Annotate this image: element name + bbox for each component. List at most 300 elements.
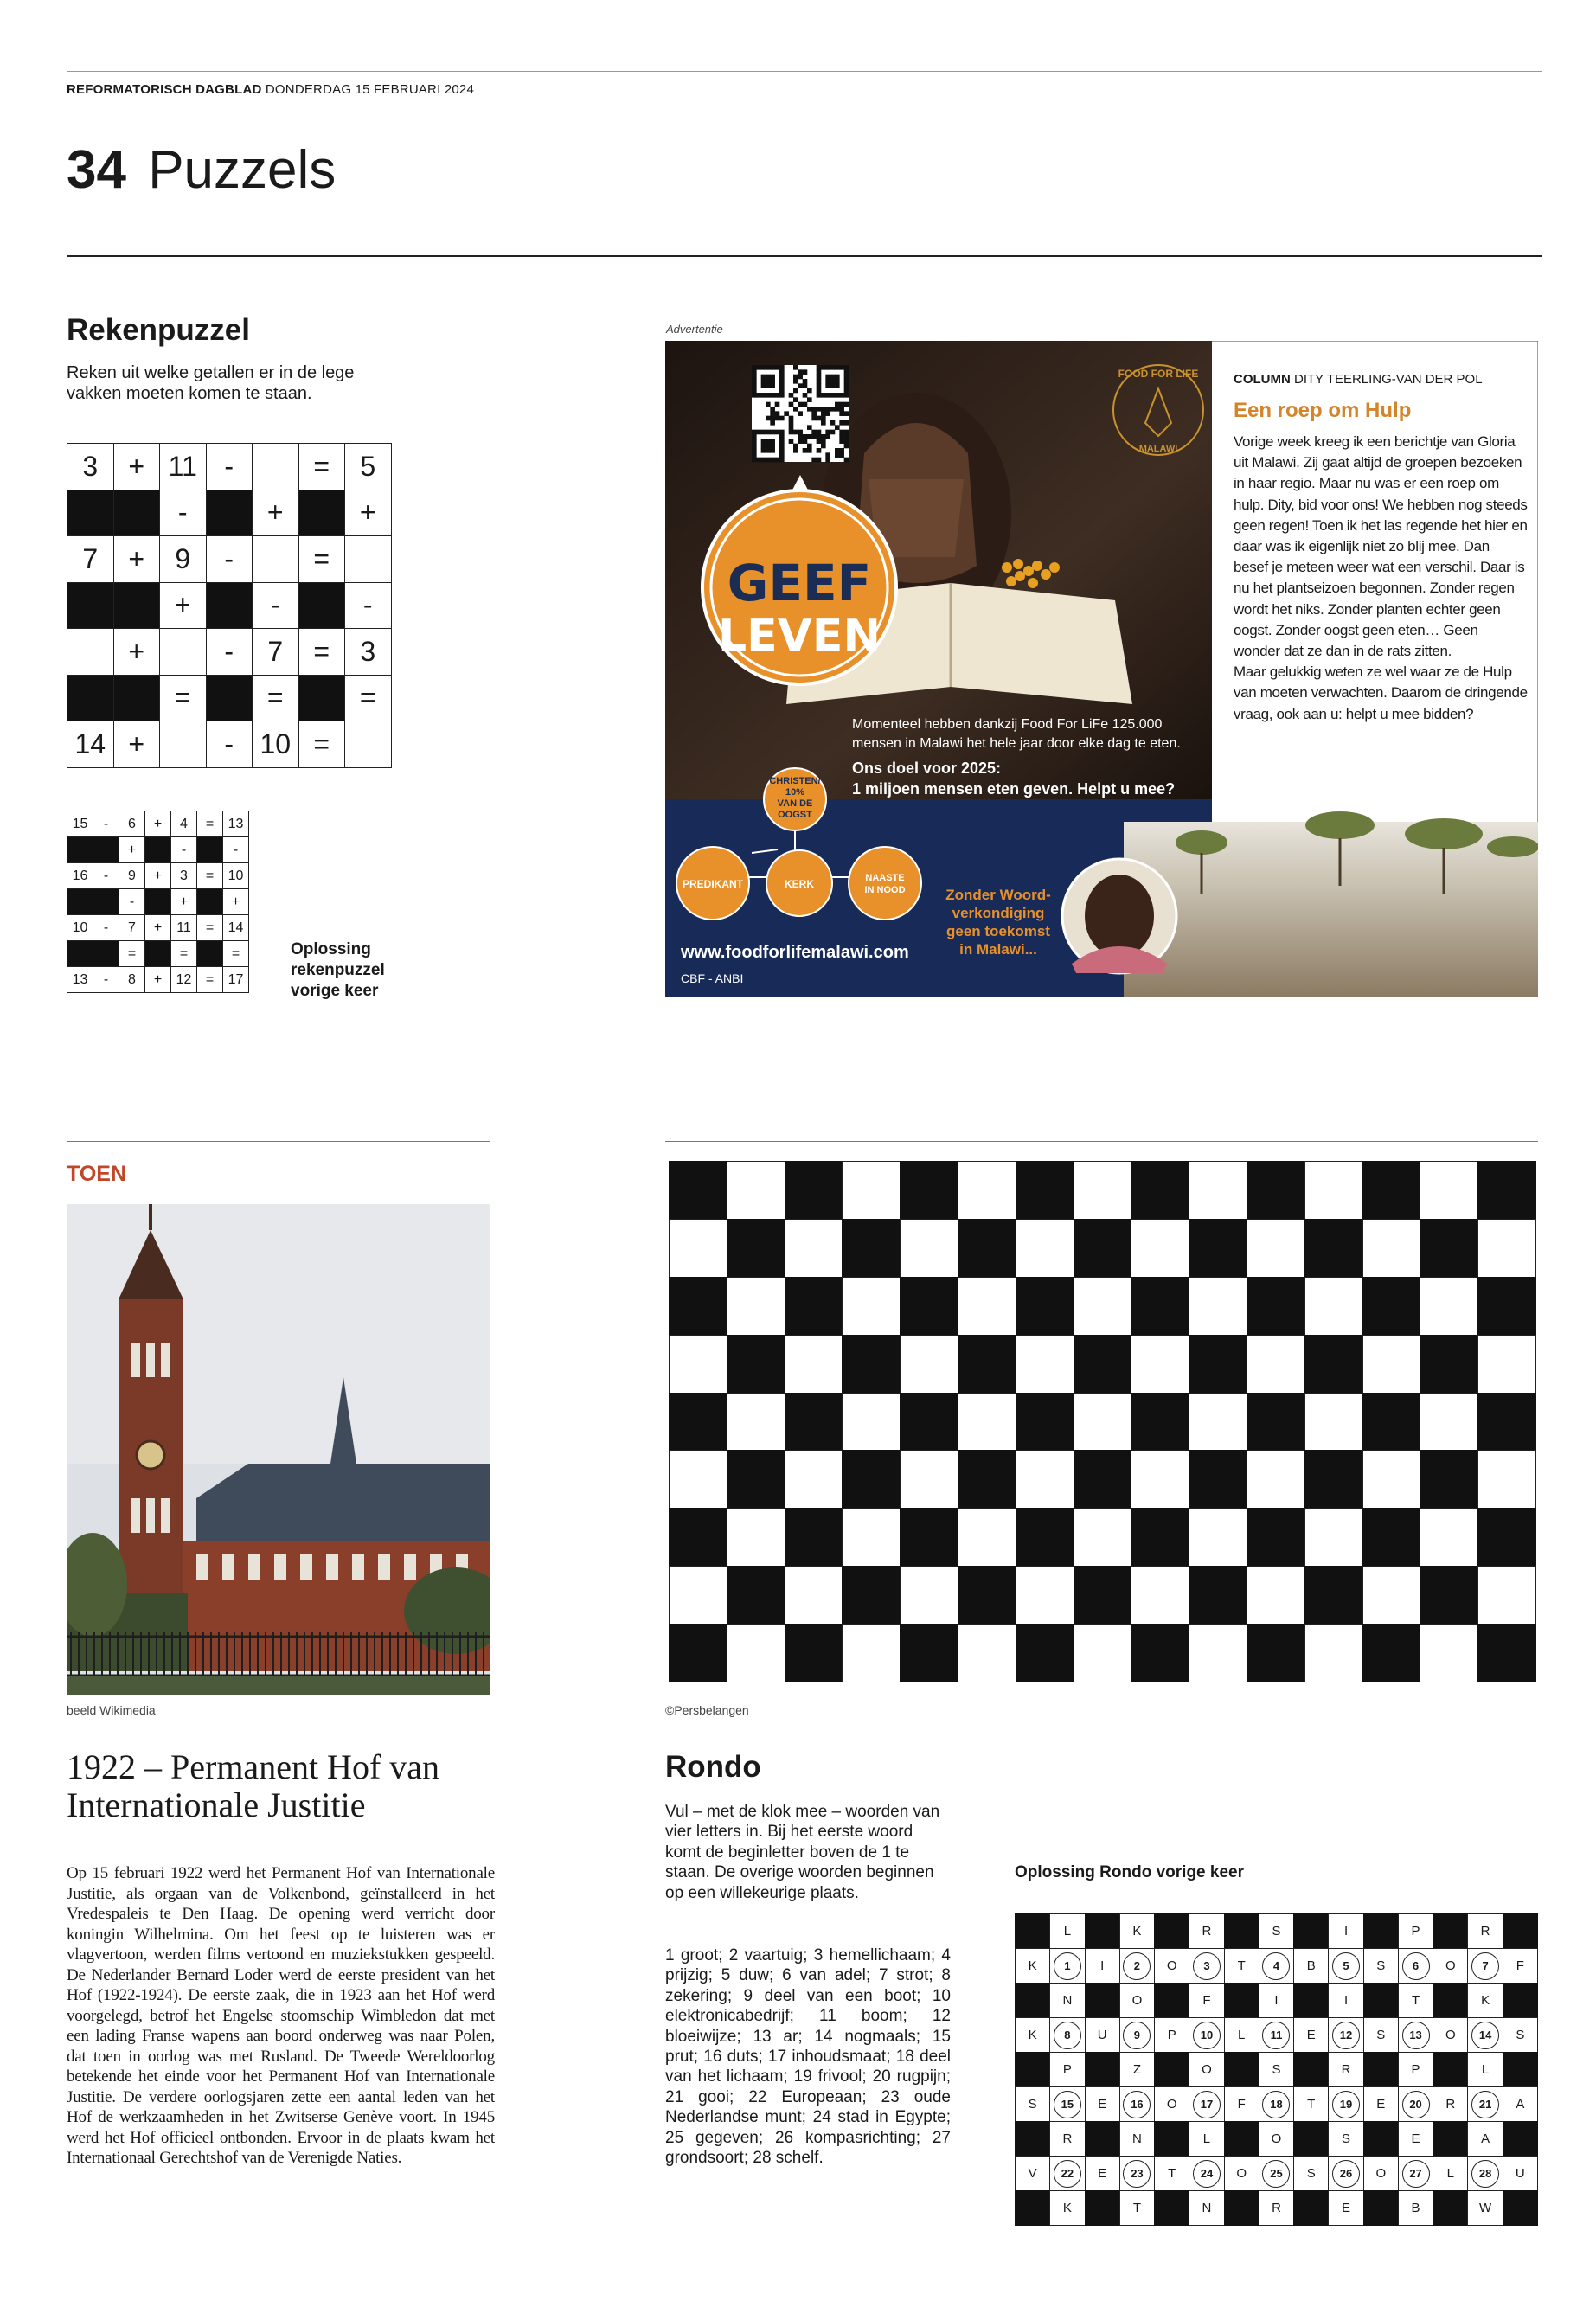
black-cell <box>1420 1566 1478 1625</box>
black-cell <box>1293 1913 1329 1949</box>
grid-cell: 7 <box>67 535 114 583</box>
grid-cell: 10 <box>222 862 249 889</box>
stat-line-1: Momenteel hebben dankzij Food For LiFe 125.000 <box>852 717 1163 732</box>
svg-text:in Malawi...: in Malawi... <box>959 941 1037 958</box>
grid-cell: = <box>196 914 223 941</box>
grid-cell: - <box>222 836 249 863</box>
number-circle: 2 <box>1119 1948 1155 1984</box>
letter-cell[interactable] <box>669 1219 727 1278</box>
svg-text:VAN DE: VAN DE <box>777 798 813 809</box>
grid-cell: = <box>222 940 249 967</box>
letter-cell[interactable] <box>1247 1566 1305 1625</box>
black-cell <box>669 1624 727 1682</box>
solution-letter: L <box>1224 2017 1259 2053</box>
black-cell <box>727 1219 785 1278</box>
black-cell <box>1293 2190 1329 2226</box>
black-cell <box>1420 1450 1478 1509</box>
letter-cell[interactable] <box>1304 1624 1363 1682</box>
letter-cell[interactable] <box>1074 1624 1132 1682</box>
grid-cell: - <box>206 443 253 490</box>
letter-cell[interactable] <box>1189 1393 1247 1452</box>
grid-cell: = <box>298 443 346 490</box>
grid-cell: + <box>222 888 249 915</box>
black-cell <box>727 1566 785 1625</box>
ad-url[interactable]: www.foodforlifemalawi.com <box>681 943 909 962</box>
black-cell <box>900 1277 958 1336</box>
black-cell <box>900 1508 958 1567</box>
diagram-center: KERK <box>784 878 815 890</box>
letter-cell[interactable] <box>785 1335 843 1394</box>
rekenpuzzel-instruction: Reken uit welke getallen er in de lege vakken moeten komen te staan. <box>67 363 355 403</box>
number-circle: 7 <box>1467 1948 1503 1984</box>
black-cell <box>1189 1219 1247 1278</box>
letter-cell[interactable] <box>785 1566 843 1625</box>
black-cell <box>93 836 119 863</box>
number-circle: 23 <box>1119 2156 1155 2191</box>
black-cell <box>1131 1393 1189 1452</box>
svg-text:OOGST: OOGST <box>778 810 812 820</box>
number-circle: 13 <box>1398 2017 1433 2053</box>
number-circle: 8 <box>1049 2017 1085 2053</box>
letter-cell[interactable] <box>900 1335 958 1394</box>
grid-cell: + <box>113 443 161 490</box>
solution-letter: K <box>1467 1983 1503 2018</box>
black-cell <box>727 1335 785 1394</box>
grid-cell: + <box>113 628 161 676</box>
slogan-leven: LEVEN <box>718 610 881 662</box>
black-cell <box>1433 2052 1468 2087</box>
letter-cell[interactable] <box>1477 1450 1536 1509</box>
letter-cell[interactable] <box>1477 1335 1536 1394</box>
grid-cell: = <box>252 675 299 722</box>
solution-letter: S <box>1015 2086 1050 2122</box>
letter-cell[interactable] <box>1189 1508 1247 1567</box>
letter-cell[interactable] <box>1362 1219 1421 1278</box>
solution-letter: N <box>1049 1983 1085 2018</box>
solution-letter: L <box>1049 1913 1085 1949</box>
solution-letter: T <box>1224 1948 1259 1984</box>
letter-cell[interactable] <box>1016 1335 1074 1394</box>
letter-cell[interactable] <box>727 1624 785 1682</box>
grid-cell: + <box>159 582 207 630</box>
solution-letter: R <box>1259 2190 1294 2226</box>
empty-cell[interactable] <box>252 443 299 490</box>
black-cell <box>1362 1161 1421 1220</box>
black-cell <box>1363 2052 1399 2087</box>
black-cell <box>785 1161 843 1220</box>
tagline: Zonder Woord- <box>945 887 1051 903</box>
rondo-title: Rondo <box>665 1750 761 1784</box>
black-cell <box>1189 1450 1247 1509</box>
solution-letter: F <box>1224 2086 1259 2122</box>
black-cell <box>1247 1393 1305 1452</box>
black-cell <box>1085 1913 1120 1949</box>
letter-cell[interactable] <box>1074 1161 1132 1220</box>
rondo-clues: 1 groot; 2 vaartuig; 3 hemellichaam; 4 prijzig; 5 duw; 6 van adel; 7 strot; 8 zekering; 9 deel van een boot; 10 elektronicabedrijf; 11 boom; 12 bloeiwijze; 13 ar; 14 nogmaals; 15 prut; 16 duts; 17 inhoudsmaat; 18 deel van het lichaam; 19 frivool; 20 rugpijn; 21 gooi; 22 Europeaan; 23 oude Nederlandse munt; 24 stad in Egypte; 25 gegeven; 26 kompasrichting; 27 grondsoort; 28 schelf. <box>665 1946 951 2168</box>
letter-cell[interactable] <box>669 1566 727 1625</box>
column-author: DITY TEERLING-VAN DER POL <box>1294 372 1483 387</box>
black-cell <box>1503 1913 1538 1949</box>
black-cell <box>1503 2190 1538 2226</box>
black-cell <box>1477 1161 1536 1220</box>
black-cell <box>1477 1393 1536 1452</box>
empty-cell[interactable] <box>344 535 392 583</box>
letter-cell[interactable] <box>1189 1161 1247 1220</box>
number-circle: 22 <box>1049 2156 1085 2191</box>
grid-cell: 6 <box>119 811 145 837</box>
letter-cell[interactable] <box>727 1393 785 1452</box>
letter-cell[interactable] <box>727 1277 785 1336</box>
black-cell <box>1433 2121 1468 2157</box>
letter-cell[interactable] <box>842 1393 901 1452</box>
rondo-credit: ©Persbelangen <box>665 1703 749 1717</box>
black-cell <box>1224 2052 1259 2087</box>
letter-cell[interactable] <box>1362 1450 1421 1509</box>
grid-cell: = <box>196 811 223 837</box>
letter-cell[interactable] <box>958 1161 1016 1220</box>
solution-letter: E <box>1398 2121 1433 2157</box>
solution-letter: S <box>1259 2052 1294 2087</box>
letter-cell[interactable] <box>1074 1393 1132 1452</box>
solution-letter: Z <box>1119 2052 1155 2087</box>
solution-letter: W <box>1467 2190 1503 2226</box>
black-cell <box>669 1393 727 1452</box>
solution-letter: O <box>1259 2121 1294 2157</box>
svg-text:10%: 10% <box>785 787 805 798</box>
letter-cell[interactable] <box>900 1566 958 1625</box>
solution-letter: A <box>1467 2121 1503 2157</box>
solution-letter: T <box>1119 2190 1155 2226</box>
letter-cell[interactable] <box>842 1508 901 1567</box>
black-cell <box>1420 1219 1478 1278</box>
black-cell <box>206 490 253 537</box>
grid-cell: + <box>113 535 161 583</box>
letter-cell[interactable] <box>958 1277 1016 1336</box>
letter-cell[interactable] <box>842 1161 901 1220</box>
black-cell <box>1154 1983 1189 2018</box>
black-cell <box>67 582 114 630</box>
rekenpuzzel-title: Rekenpuzzel <box>67 313 250 347</box>
black-cell <box>1363 1913 1399 1949</box>
solution-letter: U <box>1085 2017 1120 2053</box>
black-cell <box>1503 1983 1538 2018</box>
grid-cell: 4 <box>170 811 197 837</box>
toen-label: TOEN <box>67 1162 126 1186</box>
solution-letter: P <box>1154 2017 1189 2053</box>
black-cell <box>298 490 346 537</box>
grid-cell: - <box>93 811 119 837</box>
letter-cell[interactable] <box>1420 1277 1478 1336</box>
peace-palace-photo <box>67 1204 490 1695</box>
letter-cell[interactable] <box>1016 1566 1074 1625</box>
black-cell <box>900 1161 958 1220</box>
black-cell <box>1016 1508 1074 1567</box>
letter-cell[interactable] <box>1247 1335 1305 1394</box>
grid-cell: + <box>344 490 392 537</box>
rekenpuzzel-grid[interactable] <box>67 443 395 772</box>
grid-cell: 17 <box>222 966 249 993</box>
section-title: Puzzels <box>148 140 337 200</box>
letter-cell[interactable] <box>1189 1624 1247 1682</box>
black-cell <box>1015 1983 1050 2018</box>
page-heading <box>67 140 337 200</box>
empty-cell[interactable] <box>344 721 392 768</box>
grid-cell: 10 <box>252 721 299 768</box>
number-circle: 24 <box>1189 2156 1224 2191</box>
number-circle: 18 <box>1259 2086 1294 2122</box>
black-cell <box>669 1508 727 1567</box>
black-cell <box>1074 1566 1132 1625</box>
number-circle: 15 <box>1049 2086 1085 2122</box>
black-cell <box>113 675 161 722</box>
solution-letter: K <box>1015 2017 1050 2053</box>
letter-cell[interactable] <box>900 1219 958 1278</box>
black-cell <box>1016 1277 1074 1336</box>
photo-credit: beeld Wikimedia <box>67 1703 156 1717</box>
toen-body: Op 15 februari 1922 werd het Permanent Hof van Internationale Justitie, als orgaan van de Volkenbond, geïnstalleerd in het Vredespaleis te Den Haag. De opening werd verricht door koningin Wilhelmina. Om het feest op te luisteren was er vlagvertoon, werden films vertoond en muziekstukken gespeeld. De Nederlander Bernard Loder werd de eerste president van het Hof (1922-1924). De eerste zaak, die in 1923 aan het Hof werd voorgelegd, betrof het Engelse stoomschip Wimbledon dat met een lading Franse wapens aan boord onderweg was naar Polen, dat toen in oorlog was met Rusland. De Tweede Wereldoorlog betekende het einde voor het Permanent Hof van Internationale Justitie. De verdere oorlogsjaren zette een aantal leden van het Hof de werkzaamheden in het Zwitserse Genève voort. In 1945 werd het Hof officieel ontbonden. Ervoor in de plaats kwam het Internationaal Gerechtshof van de Verenigde Naties. <box>67 1864 495 2167</box>
black-cell <box>1362 1393 1421 1452</box>
letter-cell[interactable] <box>1016 1219 1074 1278</box>
black-cell <box>206 582 253 630</box>
grid-cell: 3 <box>67 443 114 490</box>
letter-cell[interactable] <box>669 1450 727 1509</box>
black-cell <box>67 490 114 537</box>
solution-letter: I <box>1328 1983 1363 2018</box>
column-header <box>1234 372 1528 387</box>
black-cell <box>1224 1983 1259 2018</box>
solution-letter: S <box>1328 2121 1363 2157</box>
letter-cell[interactable] <box>1477 1566 1536 1625</box>
letter-cell[interactable] <box>1420 1508 1478 1567</box>
black-cell <box>298 675 346 722</box>
black-cell <box>842 1566 901 1625</box>
solution-letter: L <box>1189 2121 1224 2157</box>
letter-cell[interactable] <box>1304 1277 1363 1336</box>
black-cell <box>1304 1450 1363 1509</box>
solution-letter: E <box>1363 2086 1399 2122</box>
diagram-top: CHRISTEN/ <box>769 776 821 786</box>
letter-cell[interactable] <box>958 1393 1016 1452</box>
solution-letter: E <box>1085 2086 1120 2122</box>
letter-cell[interactable] <box>1420 1624 1478 1682</box>
letter-cell[interactable] <box>1131 1219 1189 1278</box>
letter-cell[interactable] <box>1420 1161 1478 1220</box>
solution-letter: R <box>1049 2121 1085 2157</box>
solution-letter: T <box>1154 2156 1189 2191</box>
black-cell <box>1420 1335 1478 1394</box>
ad-label: Advertentie <box>666 323 723 336</box>
rondo-grid[interactable] <box>669 1161 1535 1682</box>
black-cell <box>1363 1983 1399 2018</box>
letter-cell[interactable] <box>1247 1450 1305 1509</box>
black-cell <box>1085 2190 1120 2226</box>
black-cell <box>1015 1913 1050 1949</box>
solution-letter: O <box>1154 2086 1189 2122</box>
letter-cell[interactable] <box>727 1508 785 1567</box>
black-cell <box>1433 1913 1468 1949</box>
letter-cell[interactable] <box>785 1450 843 1509</box>
letter-cell[interactable] <box>1074 1277 1132 1336</box>
grid-cell: = <box>298 535 346 583</box>
solution-letter: R <box>1328 2052 1363 2087</box>
solution-letter: I <box>1328 1913 1363 1949</box>
black-cell <box>144 940 171 967</box>
grid-cell: 14 <box>222 914 249 941</box>
letter-cell[interactable] <box>958 1508 1016 1567</box>
number-circle: 19 <box>1328 2086 1363 2122</box>
letter-cell[interactable] <box>1304 1508 1363 1567</box>
black-cell <box>1362 1624 1421 1682</box>
solution-letter: I <box>1259 1983 1294 2018</box>
black-cell <box>900 1393 958 1452</box>
letter-cell[interactable] <box>1304 1161 1363 1220</box>
letter-cell[interactable] <box>1362 1566 1421 1625</box>
grid-cell: - <box>344 582 392 630</box>
toen-title: 1922 – Permanent Hof van Internationale Justitie <box>67 1747 440 1824</box>
black-cell <box>196 940 223 967</box>
black-cell <box>67 675 114 722</box>
letter-cell[interactable] <box>727 1161 785 1220</box>
grid-cell: - <box>93 966 119 993</box>
empty-cell[interactable] <box>67 628 114 676</box>
grid-cell: 8 <box>119 966 145 993</box>
solution-letter: K <box>1119 1913 1155 1949</box>
empty-cell[interactable] <box>252 535 299 583</box>
black-cell <box>1363 2190 1399 2226</box>
grid-cell: 13 <box>67 966 93 993</box>
rondo-instruction: Vul – met de klok mee – woorden van vier letters in. Bij het eerste woord komt de beginletter boven de 1 te staan. De overige woorden beginnen op een willekeurige plaats. <box>665 1803 940 1902</box>
black-cell <box>1224 1913 1259 1949</box>
number-circle: 16 <box>1119 2086 1155 2122</box>
diagram-left: PREDIKANT <box>682 878 744 890</box>
letter-cell[interactable] <box>1131 1566 1189 1625</box>
letter-cell[interactable] <box>669 1335 727 1394</box>
black-cell <box>298 582 346 630</box>
solution-letter: E <box>1085 2156 1120 2191</box>
black-cell <box>1074 1219 1132 1278</box>
grid-cell: = <box>298 721 346 768</box>
number-circle: 17 <box>1189 2086 1224 2122</box>
letter-cell[interactable] <box>1304 1393 1363 1452</box>
grid-cell: 16 <box>67 862 93 889</box>
black-cell <box>958 1450 1016 1509</box>
black-cell <box>1247 1277 1305 1336</box>
solution-letter: B <box>1293 1948 1329 1984</box>
black-cell <box>1363 2121 1399 2157</box>
black-cell <box>900 1624 958 1682</box>
number-circle: 6 <box>1398 1948 1433 1984</box>
grid-cell: + <box>252 490 299 537</box>
empty-cell[interactable] <box>159 628 207 676</box>
grid-cell: - <box>93 862 119 889</box>
grid-cell: 3 <box>344 628 392 676</box>
grid-cell: = <box>170 940 197 967</box>
grid-cell: 3 <box>170 862 197 889</box>
black-cell <box>1503 2121 1538 2157</box>
letter-cell[interactable] <box>900 1450 958 1509</box>
grid-cell: 9 <box>159 535 207 583</box>
column-label: COLUMN <box>1234 372 1291 387</box>
black-cell <box>1016 1624 1074 1682</box>
letter-cell[interactable] <box>1131 1335 1189 1394</box>
rekenpuzzel-solution-grid <box>67 811 251 995</box>
solution-letter: E <box>1293 2017 1329 2053</box>
black-cell <box>1085 1983 1120 2018</box>
grid-cell: 5 <box>344 443 392 490</box>
letter-cell[interactable] <box>958 1624 1016 1682</box>
black-cell <box>1477 1277 1536 1336</box>
solution-letter: A <box>1503 2086 1538 2122</box>
black-cell <box>1503 2052 1538 2087</box>
empty-cell[interactable] <box>159 721 207 768</box>
black-cell <box>1189 1335 1247 1394</box>
black-cell <box>1304 1219 1363 1278</box>
black-cell <box>1304 1566 1363 1625</box>
black-cell <box>1154 2190 1189 2226</box>
number-circle: 1 <box>1049 1948 1085 1984</box>
letter-cell[interactable] <box>842 1277 901 1336</box>
publication-date: DONDERDAG 15 FEBRUARI 2024 <box>265 82 474 97</box>
grid-cell: + <box>113 721 161 768</box>
solution-letter: S <box>1259 1913 1294 1949</box>
black-cell <box>1085 2121 1120 2157</box>
solution-letter: L <box>1433 2156 1468 2191</box>
solution-letter: O <box>1433 2017 1468 2053</box>
black-cell <box>93 940 119 967</box>
black-cell <box>1433 1983 1468 2018</box>
grid-cell: + <box>144 914 171 941</box>
black-cell <box>144 888 171 915</box>
logo-subtext: MALAWI <box>1138 444 1178 454</box>
solution-letter: R <box>1467 1913 1503 1949</box>
grid-cell: 10 <box>67 914 93 941</box>
letter-cell[interactable] <box>1477 1219 1536 1278</box>
solution-letter: O <box>1224 2156 1259 2191</box>
black-cell <box>1247 1161 1305 1220</box>
black-cell <box>1224 2121 1259 2157</box>
letter-cell[interactable] <box>1362 1335 1421 1394</box>
grid-cell: = <box>119 940 145 967</box>
letter-cell[interactable] <box>1420 1393 1478 1452</box>
black-cell <box>144 836 171 863</box>
black-cell <box>93 888 119 915</box>
grid-cell: - <box>119 888 145 915</box>
letter-cell[interactable] <box>785 1219 843 1278</box>
number-circle: 9 <box>1119 2017 1155 2053</box>
letter-cell[interactable] <box>1247 1219 1305 1278</box>
number-circle: 3 <box>1189 1948 1224 1984</box>
black-cell <box>669 1277 727 1336</box>
solution-letter: N <box>1119 2121 1155 2157</box>
black-cell <box>1293 1983 1329 2018</box>
grid-cell: - <box>206 535 253 583</box>
letter-cell[interactable] <box>1131 1450 1189 1509</box>
number-circle: 20 <box>1398 2086 1433 2122</box>
black-cell <box>67 940 93 967</box>
letter-cell[interactable] <box>1189 1277 1247 1336</box>
letter-cell[interactable] <box>1016 1450 1074 1509</box>
number-circle: 14 <box>1467 2017 1503 2053</box>
solution-letter: F <box>1503 1948 1538 1984</box>
black-cell <box>1015 2121 1050 2157</box>
solution-letter: R <box>1189 1913 1224 1949</box>
black-cell <box>1154 1913 1189 1949</box>
letter-cell[interactable] <box>1074 1508 1132 1567</box>
black-cell <box>785 1508 843 1567</box>
letter-cell[interactable] <box>842 1624 901 1682</box>
column-body: Vorige week kreeg ik een berichtje van Gloria uit Malawi. Zij gaat altijd de groepen bezoeken in haar regio. Maar nu was er een roep om hulp. Dity, bid voor ons! We hebben nog steeds geen regen! Toen ik het las regende het hier en daar was ik eigenlijk niet zo blij mee. Dan besef je meteen weer wat een verschil. Daar is nu het plantseizoen begonnen. Zonder regen wordt het niks. Zonder planten echter geen oogst. Zonder oogst geen eten… Geen wonder dat ze dan in de rats zitten. Maar gelukkig weten ze wel waar ze de Hulp van moeten verwachten. Daarom de dringende vraag, ook aan u: helpt u mee bidden? <box>1234 433 1528 722</box>
black-cell <box>1085 2052 1120 2087</box>
